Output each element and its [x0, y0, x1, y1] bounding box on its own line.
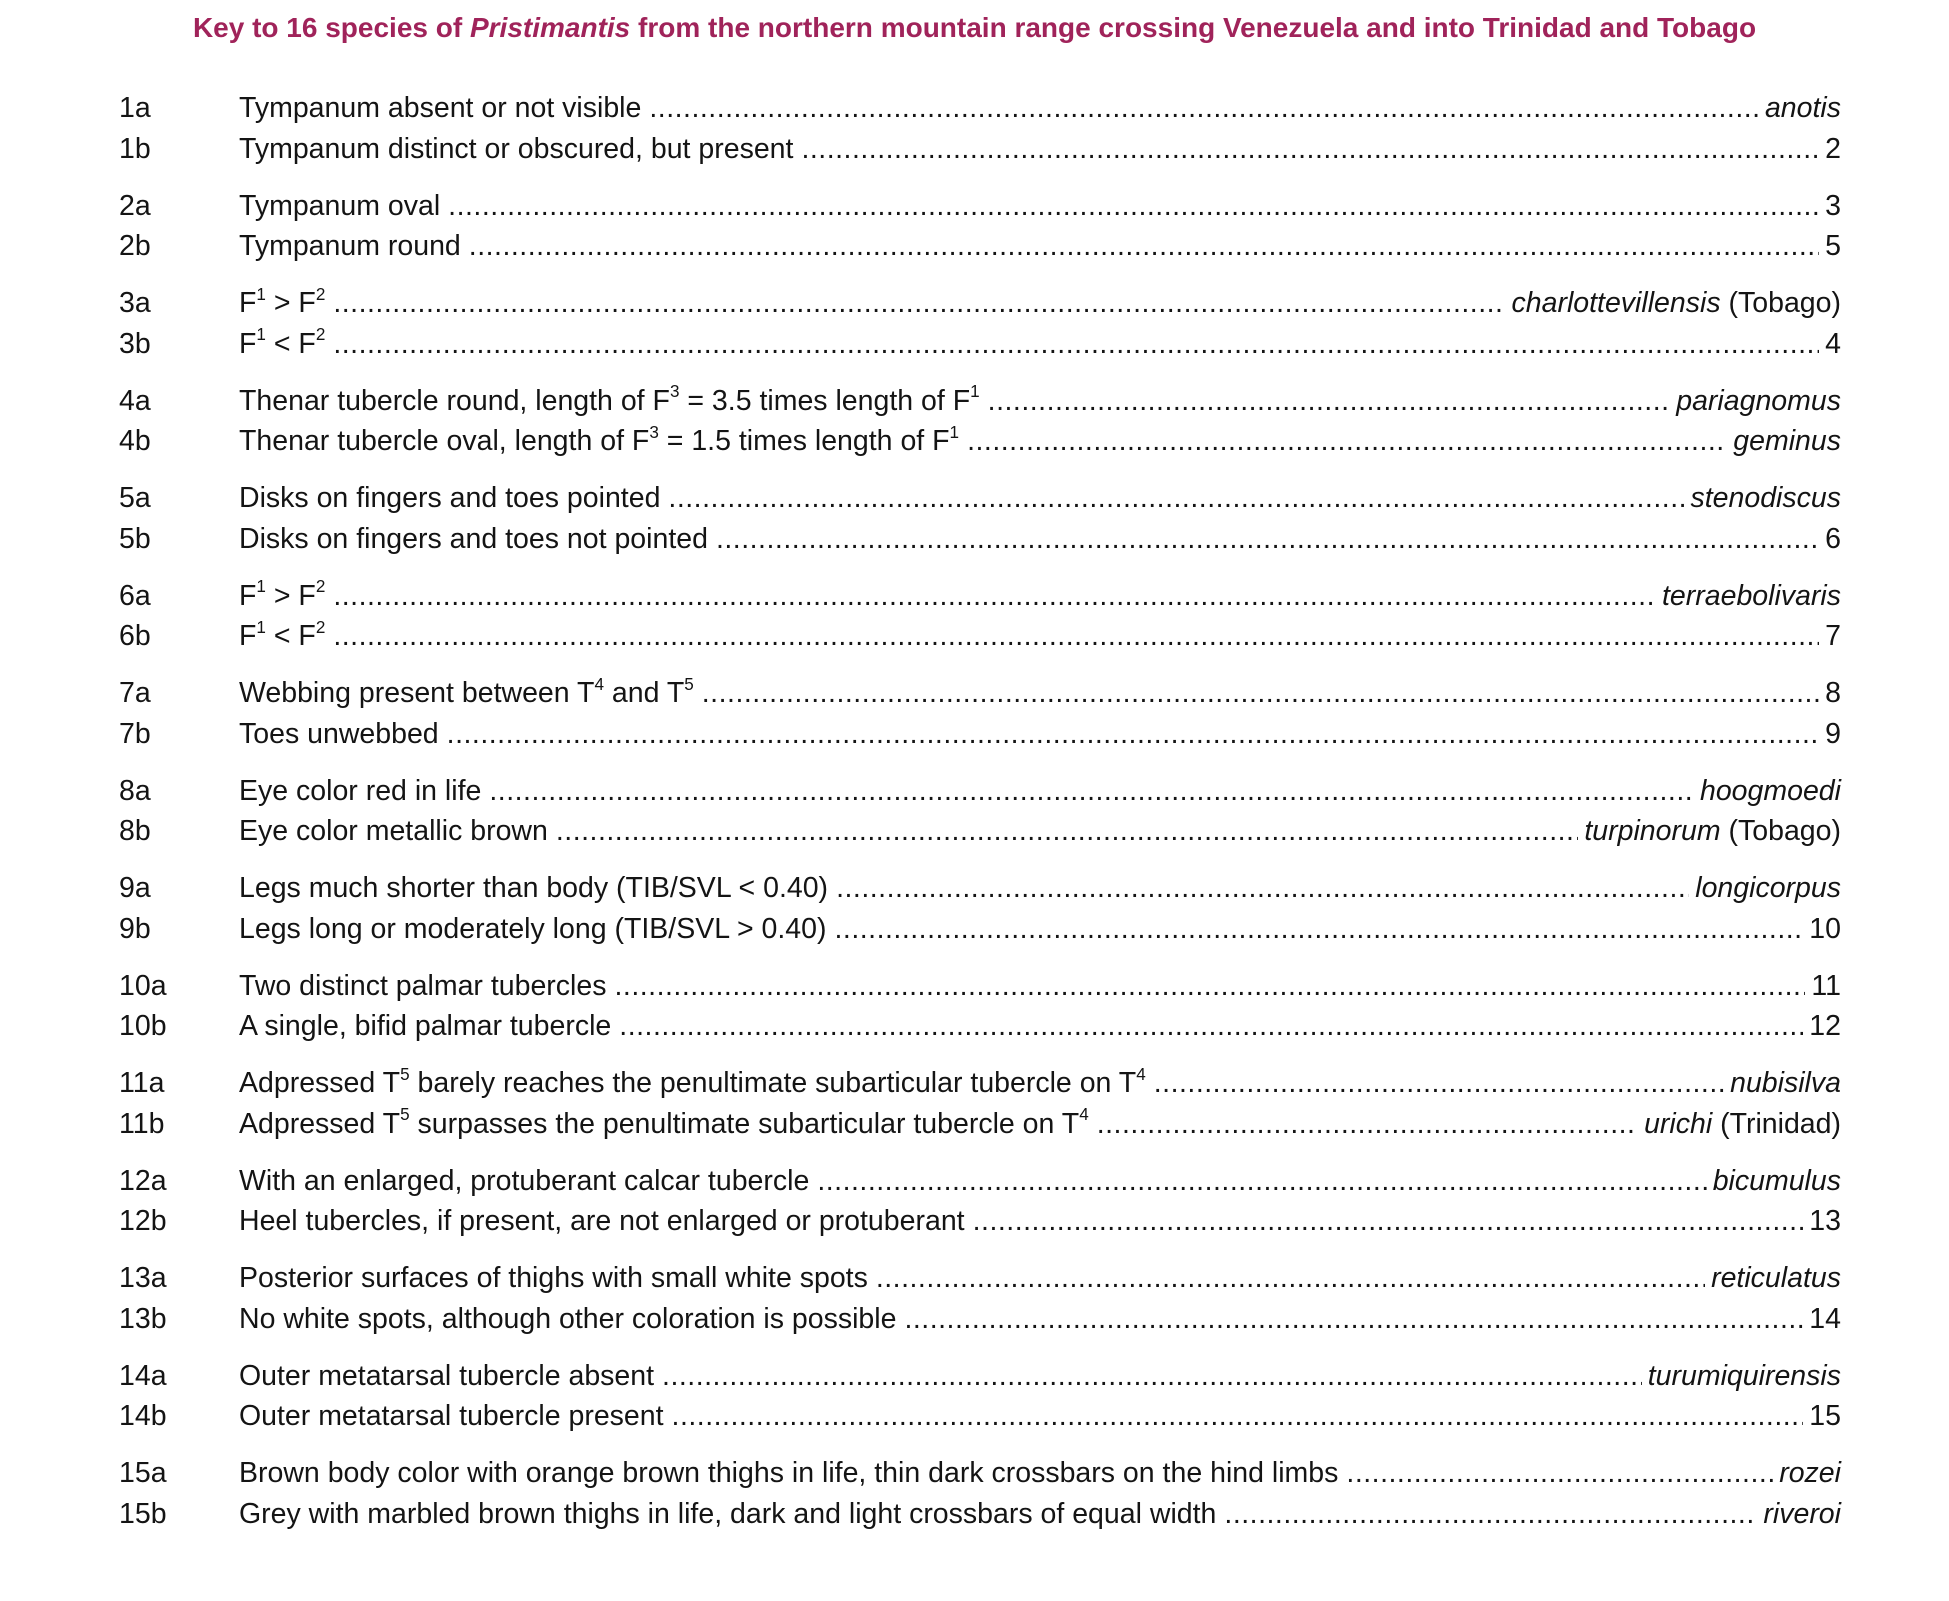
- key-lead-row: [119, 519, 1841, 560]
- description-superscript: 3: [669, 382, 680, 402]
- next-couplet-number: 15: [1809, 1400, 1841, 1432]
- description-text: Outer metatarsal tubercle absent: [239, 1359, 655, 1392]
- lead-description: [239, 478, 668, 519]
- lead-body: [239, 1104, 1638, 1145]
- dot-leader: [817, 1161, 1706, 1202]
- key-couplet: [119, 88, 1841, 186]
- lead-number: 14a: [119, 1359, 167, 1392]
- lead-number: 6b: [119, 620, 151, 652]
- species-name: reticulatus: [1711, 1262, 1841, 1294]
- lead-result: [1819, 226, 1841, 267]
- species-locality: (Trinidad): [1720, 1107, 1841, 1140]
- title-suffix: from the northern mountain range crossing Venezuela and into Trinidad and Tobago: [630, 12, 1757, 43]
- description-text: Tympanum distinct or obscured, but present: [239, 132, 794, 165]
- lead-description: [239, 186, 448, 227]
- dot-leader: [333, 283, 1505, 324]
- key-lead-row: [119, 226, 1841, 267]
- lead-number: 12b: [119, 1205, 167, 1237]
- lead-body: [239, 1063, 1724, 1104]
- lead-result: [1684, 478, 1841, 519]
- description-text: Brown body color with orange brown thighs in life, thin dark crossbars on the hind limbs: [239, 1457, 1339, 1489]
- description-text: Toes unwebbed: [239, 717, 439, 750]
- description-text: Legs long or moderately long (TIB/SVL > 0.40): [239, 912, 827, 945]
- key-lead-row: [119, 88, 1841, 129]
- lead-result: [1705, 1258, 1841, 1299]
- lead-description: [239, 673, 702, 714]
- dot-leader: [904, 1299, 1803, 1340]
- lead-number: 1b: [119, 132, 151, 165]
- lead-number: 15a: [119, 1457, 167, 1489]
- lead-result: [1506, 283, 1842, 324]
- dot-leader: [447, 714, 1819, 755]
- dot-leader: [469, 226, 1819, 267]
- lead-result: [1803, 1201, 1841, 1242]
- lead-number: 10a: [119, 969, 167, 1002]
- lead-body: [239, 283, 1506, 324]
- next-couplet-number: 7: [1825, 620, 1841, 652]
- key-couplet: [119, 381, 1841, 479]
- description-text: = 1.5 times length of F: [658, 425, 950, 457]
- dot-leader: [662, 1356, 1642, 1397]
- lead-result: [1819, 324, 1841, 365]
- description-superscript: 4: [1136, 1064, 1146, 1084]
- lead-body: [239, 129, 1819, 170]
- dot-leader: [988, 381, 1671, 422]
- key-lead-row: [119, 1161, 1841, 1202]
- lead-description: [239, 1063, 1154, 1104]
- lead-number: 11b: [119, 1107, 165, 1140]
- lead-result: [1805, 966, 1841, 1007]
- lead-number: 8b: [119, 815, 151, 847]
- lead-result: [1638, 1104, 1841, 1145]
- lead-body: [239, 673, 1819, 714]
- lead-result: [1689, 868, 1841, 909]
- key-lead-row: [119, 1494, 1841, 1535]
- key-couplet: [119, 1063, 1841, 1161]
- lead-result: [1773, 1453, 1841, 1494]
- lead-body: [239, 381, 1670, 422]
- lead-body: [239, 714, 1819, 755]
- species-name: turumiquirensis: [1647, 1359, 1841, 1392]
- lead-description: [239, 576, 333, 617]
- next-couplet-number: 11: [1811, 969, 1841, 1002]
- lead-description: [239, 1396, 672, 1437]
- species-name: anotis: [1764, 92, 1841, 124]
- lead-description: [239, 381, 988, 422]
- lead-body: [239, 186, 1819, 227]
- lead-description: [239, 88, 649, 129]
- lead-body: [239, 88, 1759, 129]
- description-superscript: 1: [970, 382, 980, 402]
- species-locality: (Tobago): [1728, 815, 1841, 847]
- next-couplet-number: 3: [1825, 189, 1841, 222]
- description-text: barely reaches the penultimate subarticular tubercle on T: [409, 1067, 1137, 1099]
- next-couplet-number: 8: [1825, 677, 1841, 709]
- dot-leader: [967, 421, 1727, 462]
- lead-description: [239, 1104, 1097, 1145]
- lead-description: [239, 868, 836, 909]
- key-lead-row: [119, 811, 1841, 852]
- dot-leader: [1224, 1494, 1757, 1535]
- lead-result: [1724, 1063, 1841, 1104]
- key-lead-row: [119, 129, 1841, 170]
- dot-leader: [489, 771, 1694, 812]
- dot-leader: [876, 1258, 1705, 1299]
- description-superscript: 5: [400, 1064, 410, 1084]
- key-couplet: [119, 478, 1841, 576]
- description-text: Adpressed T: [239, 1107, 401, 1140]
- description-text: Heel tubercles, if present, are not enlarged or protuberant: [239, 1205, 965, 1237]
- next-couplet-number: 4: [1825, 327, 1841, 360]
- lead-result: [1819, 673, 1841, 714]
- description-text: Two distinct palmar tubercles: [239, 969, 607, 1002]
- key-lead-row: [119, 966, 1841, 1007]
- key-lead-row: [119, 1453, 1841, 1494]
- next-couplet-number: 5: [1825, 230, 1841, 262]
- key-lead-row: [119, 1258, 1841, 1299]
- lead-description: [239, 519, 716, 560]
- description-text: Eye color metallic brown: [239, 815, 548, 847]
- lead-body: [239, 226, 1819, 267]
- dot-leader: [1154, 1063, 1724, 1104]
- description-text: < F: [265, 327, 316, 360]
- next-couplet-number: 6: [1825, 522, 1841, 555]
- species-name: turpinorum: [1584, 815, 1721, 847]
- lead-number: 14b: [119, 1400, 167, 1432]
- description-text: Thenar tubercle round, length of F: [239, 384, 670, 417]
- key-couplet: [119, 1161, 1841, 1259]
- dot-leader: [836, 868, 1689, 909]
- lead-body: [239, 1006, 1803, 1047]
- lead-number: 4b: [119, 425, 151, 457]
- lead-result: [1757, 1494, 1841, 1535]
- species-name: terraebolivaris: [1662, 579, 1841, 612]
- description-superscript: 1: [256, 617, 266, 637]
- description-superscript: 1: [256, 325, 266, 345]
- lead-number: 5a: [119, 482, 151, 514]
- description-superscript: 3: [649, 422, 659, 442]
- lead-body: [239, 519, 1819, 560]
- lead-description: [239, 616, 333, 657]
- species-name: stenodiscus: [1690, 482, 1841, 514]
- lead-result: [1803, 1006, 1841, 1047]
- key-lead-row: [119, 1201, 1841, 1242]
- lead-number: 9b: [119, 912, 151, 945]
- lead-number: 5b: [119, 522, 151, 555]
- species-name: hoogmoedi: [1699, 774, 1841, 807]
- key-lead-row: [119, 421, 1841, 462]
- species-name: charlottevillensis: [1511, 287, 1721, 319]
- lead-body: [239, 868, 1689, 909]
- description-text: Tympanum absent or not visible: [239, 92, 642, 124]
- key-lead-row: [119, 616, 1841, 657]
- lead-body: [239, 1299, 1803, 1340]
- lead-description: [239, 421, 967, 462]
- lead-body: [239, 966, 1805, 1007]
- key-couplet: [119, 966, 1841, 1064]
- species-name: riveroi: [1763, 1497, 1841, 1530]
- species-name: longicorpus: [1695, 872, 1841, 904]
- next-couplet-number: 2: [1825, 132, 1841, 165]
- lead-description: [239, 1161, 817, 1202]
- lead-number: 7b: [119, 717, 151, 750]
- lead-number: 2a: [119, 189, 151, 222]
- dot-leader: [649, 88, 1759, 129]
- description-superscript: 2: [315, 284, 326, 304]
- key-couplet: [119, 283, 1841, 381]
- lead-number: 15b: [119, 1497, 167, 1530]
- description-text: With an enlarged, protuberant calcar tubercle: [239, 1164, 810, 1197]
- description-text: Grey with marbled brown thighs in life, dark and light crossbars of equal width: [239, 1497, 1217, 1530]
- lead-number: 13a: [119, 1262, 167, 1294]
- lead-body: [239, 576, 1656, 617]
- lead-result: [1670, 381, 1841, 422]
- key-couplet: [119, 673, 1841, 771]
- key-couplet: [119, 186, 1841, 284]
- lead-result: [1642, 1356, 1841, 1397]
- lead-result: [1656, 576, 1841, 617]
- key-lead-row: [119, 576, 1841, 617]
- next-couplet-number: 14: [1809, 1302, 1841, 1335]
- description-text: surpasses the penultimate subarticular tubercle on T: [409, 1107, 1080, 1140]
- key-lead-row: [119, 909, 1841, 950]
- description-superscript: 5: [400, 1105, 410, 1125]
- lead-description: [239, 226, 469, 267]
- lead-body: [239, 421, 1727, 462]
- lead-number: 2b: [119, 230, 151, 262]
- description-text: = 3.5 times length of F: [679, 384, 971, 417]
- lead-number: 3a: [119, 287, 151, 319]
- key-lead-row: [119, 1396, 1841, 1437]
- next-couplet-number: 9: [1825, 717, 1841, 750]
- description-text: F: [239, 579, 257, 612]
- dot-leader: [1097, 1104, 1638, 1145]
- lead-description: [239, 1494, 1224, 1535]
- species-name: bicumulus: [1712, 1164, 1841, 1197]
- lead-body: [239, 1453, 1773, 1494]
- lead-result: [1707, 1161, 1841, 1202]
- dot-leader: [333, 616, 1819, 657]
- lead-description: [239, 811, 556, 852]
- description-text: Adpressed T: [239, 1067, 401, 1099]
- description-text: F: [239, 327, 257, 360]
- key-couplet: [119, 1258, 1841, 1356]
- description-text: Webbing present between T: [239, 677, 595, 709]
- lead-description: [239, 909, 834, 950]
- species-name: geminus: [1733, 425, 1841, 457]
- lead-body: [239, 1201, 1803, 1242]
- lead-result: [1819, 129, 1841, 170]
- key-lead-row: [119, 714, 1841, 755]
- description-text: Disks on fingers and toes pointed: [239, 482, 661, 514]
- dot-leader: [973, 1201, 1804, 1242]
- key-lead-row: [119, 1356, 1841, 1397]
- dot-leader: [333, 324, 1819, 365]
- lead-number: 8a: [119, 774, 151, 807]
- dot-leader: [556, 811, 1578, 852]
- species-name: urichi: [1644, 1107, 1713, 1140]
- lead-body: [239, 771, 1694, 812]
- lead-number: 12a: [119, 1164, 167, 1197]
- identification-key: [119, 88, 1841, 1551]
- key-lead-row: [119, 673, 1841, 714]
- lead-result: [1819, 714, 1841, 755]
- lead-body: [239, 324, 1819, 365]
- species-locality: (Tobago): [1728, 287, 1841, 319]
- description-text: Outer metatarsal tubercle present: [239, 1400, 664, 1432]
- key-lead-row: [119, 381, 1841, 422]
- dot-leader: [1346, 1453, 1773, 1494]
- key-lead-row: [119, 1104, 1841, 1145]
- key-couplet: [119, 868, 1841, 966]
- description-text: > F: [265, 579, 316, 612]
- lead-number: 4a: [119, 384, 151, 417]
- lead-description: [239, 1299, 904, 1340]
- description-superscript: 1: [256, 284, 266, 304]
- lead-description: [239, 1453, 1346, 1494]
- key-couplet: [119, 576, 1841, 674]
- dot-leader: [716, 519, 1819, 560]
- lead-result: [1759, 88, 1841, 129]
- lead-description: [239, 1006, 619, 1047]
- key-lead-row: [119, 868, 1841, 909]
- description-text: No white spots, although other coloration is possible: [239, 1302, 897, 1335]
- lead-number: 13b: [119, 1302, 167, 1335]
- description-text: Disks on fingers and toes not pointed: [239, 522, 708, 555]
- description-text: Eye color red in life: [239, 774, 482, 807]
- lead-number: 6a: [119, 579, 151, 612]
- lead-result: [1819, 616, 1841, 657]
- key-lead-row: [119, 324, 1841, 365]
- lead-result: [1803, 909, 1841, 950]
- title-genus: Pristimantis: [469, 12, 631, 43]
- species-name: nubisilva: [1730, 1067, 1841, 1099]
- dot-leader: [672, 1396, 1804, 1437]
- lead-number: 3b: [119, 327, 151, 360]
- description-superscript: 5: [684, 674, 694, 694]
- lead-result: [1803, 1299, 1841, 1340]
- description-text: > F: [265, 287, 316, 319]
- description-text: F: [239, 287, 257, 319]
- lead-result: [1578, 811, 1841, 852]
- page-title: [0, 8, 1949, 48]
- lead-body: [239, 1161, 1707, 1202]
- lead-result: [1819, 519, 1841, 560]
- key-couplet: [119, 771, 1841, 869]
- dot-leader: [619, 1006, 1803, 1047]
- lead-description: [239, 714, 447, 755]
- description-text: A single, bifid palmar tubercle: [239, 1010, 612, 1042]
- description-text: Legs much shorter than body (TIB/SVL < 0.40): [239, 872, 829, 904]
- key-lead-row: [119, 478, 1841, 519]
- species-name: pariagnomus: [1676, 384, 1841, 417]
- lead-description: [239, 1356, 662, 1397]
- key-lead-row: [119, 1299, 1841, 1340]
- lead-body: [239, 1396, 1803, 1437]
- lead-description: [239, 771, 489, 812]
- next-couplet-number: 10: [1809, 912, 1841, 945]
- lead-result: [1819, 186, 1841, 227]
- key-lead-row: [119, 771, 1841, 812]
- dot-leader: [834, 909, 1803, 950]
- key-lead-row: [119, 1063, 1841, 1104]
- description-superscript: 1: [256, 577, 266, 597]
- dot-leader: [668, 478, 1684, 519]
- description-superscript: 2: [315, 617, 326, 637]
- lead-body: [239, 616, 1819, 657]
- description-text: F: [239, 620, 257, 652]
- lead-number: 9a: [119, 872, 151, 904]
- key-lead-row: [119, 1006, 1841, 1047]
- dot-leader: [702, 673, 1819, 714]
- lead-body: [239, 811, 1578, 852]
- description-text: Posterior surfaces of thighs with small white spots: [239, 1262, 868, 1294]
- lead-body: [239, 478, 1684, 519]
- lead-description: [239, 1201, 973, 1242]
- description-text: and T: [603, 677, 685, 709]
- lead-description: [239, 1258, 876, 1299]
- lead-description: [239, 324, 333, 365]
- lead-body: [239, 909, 1803, 950]
- description-superscript: 4: [1079, 1105, 1089, 1125]
- lead-body: [239, 1258, 1705, 1299]
- dot-leader: [448, 186, 1819, 227]
- next-couplet-number: 13: [1809, 1205, 1841, 1237]
- lead-description: [239, 966, 614, 1007]
- key-couplet: [119, 1453, 1841, 1551]
- lead-result: [1694, 771, 1841, 812]
- lead-result: [1803, 1396, 1841, 1437]
- lead-description: [239, 283, 333, 324]
- lead-body: [239, 1494, 1757, 1535]
- key-lead-row: [119, 186, 1841, 227]
- title-prefix: Key to 16 species of: [192, 12, 470, 43]
- dot-leader: [801, 129, 1819, 170]
- lead-result: [1727, 421, 1841, 462]
- key-lead-row: [119, 283, 1841, 324]
- lead-number: 11a: [119, 1067, 165, 1099]
- dot-leader: [614, 966, 1805, 1007]
- lead-number: 1a: [119, 92, 151, 124]
- description-text: Thenar tubercle oval, length of F: [239, 425, 650, 457]
- description-superscript: 4: [594, 674, 604, 694]
- next-couplet-number: 12: [1809, 1010, 1841, 1042]
- dot-leader: [333, 576, 1656, 617]
- description-superscript: 2: [315, 325, 326, 345]
- description-text: Tympanum round: [239, 230, 461, 262]
- species-name: rozei: [1779, 1457, 1841, 1489]
- description-superscript: 2: [315, 577, 326, 597]
- lead-number: 7a: [119, 677, 151, 709]
- description-text: Tympanum oval: [239, 189, 441, 222]
- lead-number: 10b: [119, 1010, 167, 1042]
- key-couplet: [119, 1356, 1841, 1454]
- description-text: < F: [265, 620, 316, 652]
- lead-description: [239, 129, 801, 170]
- lead-body: [239, 1356, 1642, 1397]
- description-superscript: 1: [949, 422, 960, 442]
